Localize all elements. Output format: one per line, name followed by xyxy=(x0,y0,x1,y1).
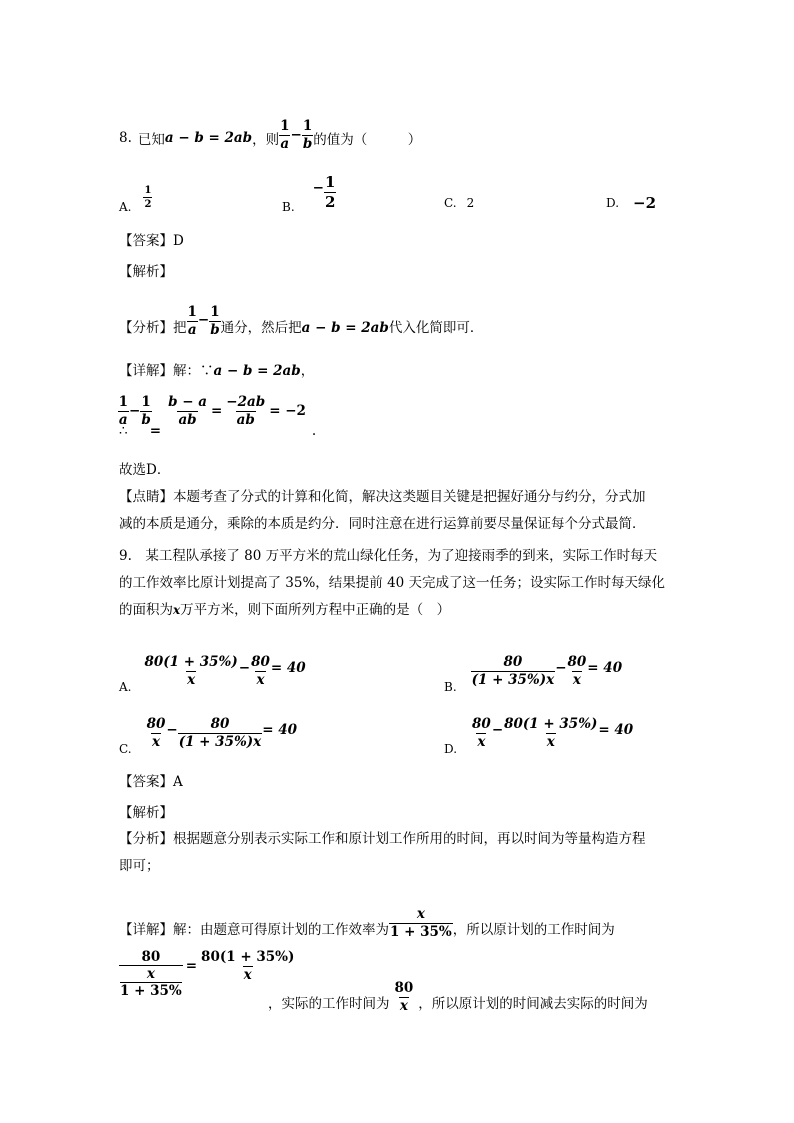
q8-stem-b: ，则 xyxy=(252,132,280,148)
q8-analysis: 【解析】 xyxy=(119,264,173,280)
q8-option-b: B. − $\frac{1}{2}$ xyxy=(282,173,336,214)
q8-choose: 故选D． xyxy=(119,462,171,478)
q9-stem: 9. 某工程队承接了 80 万平方米的荒山绿化任务，为了迎接雨季的到来，实际工作时每天 的工作效率比原计划提高了 35%，结果提前 40 天完成了这一任务；设实际工作时每天绿化 的面积为x万平方米，则下面所列方程中正确的是（ ） xyxy=(119,548,666,618)
q9-option-b: B. $\frac{80}{(1 + 35\%)x}$ − $\frac{80}{x}$ = 40 xyxy=(444,654,623,694)
q9-time-expr: 80 x 1 + 35% = $\frac{80(1 + 35\%)}{x}$ xyxy=(120,949,295,999)
q9-option-c: C. $\frac{80}{x}$ − $\frac{80}{(1 + 35\%)x}$ = 40 xyxy=(119,716,298,756)
q9-option-d: D. $\frac{80}{x}$ − $\frac{80(1 + 35\%)}{x}$ = 40 xyxy=(444,716,634,756)
q8-condition: a − b = 2ab xyxy=(164,130,253,146)
q8-option-d: D. −2 xyxy=(606,194,657,212)
q9-analysis: 【解析】 xyxy=(119,805,173,821)
q8-dianjing: 【点睛】本题考查了分式的计算和化简，解决这类题目关键是把握好通分与约分，分式加 减的本质是通分，乘除的本质是约分．同时注意在进行运算前要尽量保证每个分式最简． xyxy=(119,489,646,532)
q8-minus: − xyxy=(290,127,302,143)
q8-derivation: ∴ $\frac{1}{a}$ − $\frac{1}{b}$ = $\frac{b - a}{ab}$ = $\frac{-2ab}{ab}$ = −2 . xyxy=(118,393,317,439)
q8-detail: 【详解】解：∵a − b = 2ab， xyxy=(119,363,315,379)
q9-fenxi: 【分析】根据题意分别表示实际工作和原计划工作所用的时间，再以时间为等量构造方程 即可； xyxy=(119,831,646,874)
q9-option-a: A. $\frac{80(1 + 35\%)}{x}$ − $\frac{80}{x}$ = 40 xyxy=(119,654,306,694)
q8-answer: 【答案】D xyxy=(119,233,184,249)
q8-option-c: C. 2 xyxy=(444,196,475,210)
q8-stem-c: 的值为（ ） xyxy=(313,132,422,148)
q8-fenxi: 【分析】把 $\frac{1}{a}$ − $\frac{1}{b}$ 通分，然后把 a − b = 2ab 代入化简即可． xyxy=(119,304,484,339)
q8-stem xyxy=(119,108,421,168)
q9-actual: ，实际的工作时间为 $\frac{80}{x}$ ，所以原计划的时间减去实际的时间为 xyxy=(268,980,648,1015)
q9-detail: 【详解】解：由题意可得原计划的工作效率为 $\frac{x}{1 + 35\%}$ ，所以原计划的工作时间为 xyxy=(119,906,615,941)
q9-answer: 【答案】A xyxy=(119,774,183,790)
q8-stem-a: 已知 xyxy=(137,132,165,148)
q8-frac-1b: $\frac{1}{b}$ xyxy=(302,117,313,152)
q8-option-a: A. $\frac{1}{2}$ xyxy=(119,185,152,214)
q8-frac-1a: $\frac{1}{a}$ xyxy=(280,117,290,152)
q8-number: 8. xyxy=(119,130,132,146)
